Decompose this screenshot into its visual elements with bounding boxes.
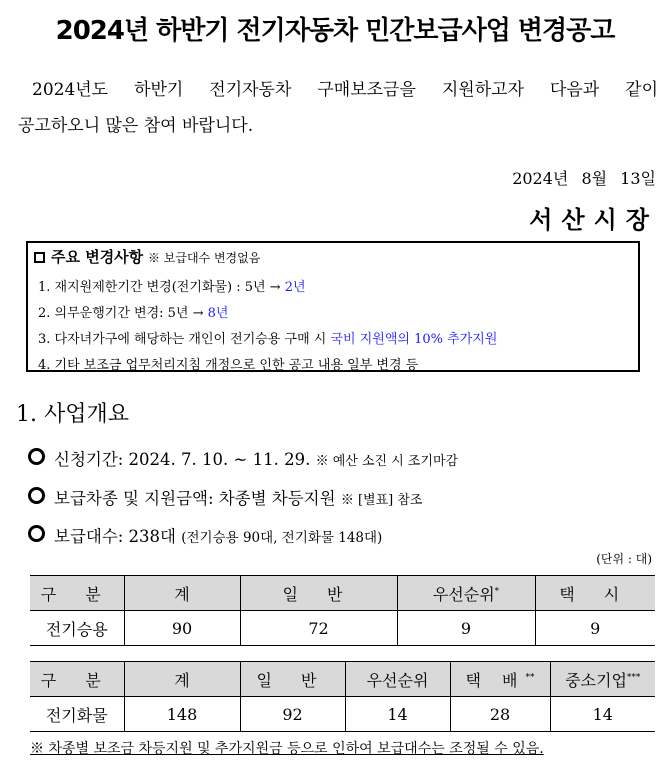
types-label: 보급차종 및 지원금액: 차종별 차등지원 bbox=[54, 489, 336, 508]
cell-taxi: 9 bbox=[535, 611, 655, 646]
circle-bullet-icon bbox=[28, 448, 45, 465]
row-label: 전기승용 bbox=[30, 611, 124, 646]
page-title: 2024년 하반기 전기자동차 민간보급사업 변경공고 bbox=[55, 16, 615, 46]
change-item-highlight: 2년 bbox=[284, 280, 306, 295]
header-delivery: 택 배** bbox=[450, 662, 550, 697]
change-item-text: 1. 재지원제한기간 변경(전기화물) : 5년 → bbox=[38, 280, 285, 295]
circle-bullet-icon bbox=[28, 487, 45, 504]
intro-line-1: 2024년도 하반기 전기자동차 구매보조금을 지원하고자 다음과 같이 bbox=[32, 80, 658, 100]
header-category: 구 분 bbox=[30, 662, 124, 697]
header-sme: 중소기업*** bbox=[550, 662, 655, 697]
bullet-count bbox=[28, 523, 382, 547]
cell-priority: 9 bbox=[397, 611, 535, 646]
issuer-mayor: 서산시장 bbox=[529, 206, 658, 234]
header-general: 일 반 bbox=[240, 662, 345, 697]
cell-delivery: 28 bbox=[450, 697, 550, 732]
changes-box bbox=[26, 241, 640, 372]
unit-label: (단위 : 대) bbox=[596, 552, 652, 566]
bullet-types bbox=[28, 485, 422, 509]
truck-table bbox=[30, 661, 655, 732]
intro-paragraph bbox=[18, 72, 658, 144]
intro-line-2: 공고하오니 많은 참여 바랍니다. bbox=[18, 116, 254, 136]
change-item-highlight: 국비 지원액의 10% 추가지원 bbox=[330, 332, 498, 347]
footnote-mark: ** bbox=[525, 672, 535, 683]
footnote-mark: * bbox=[494, 586, 500, 597]
table-header-row bbox=[30, 576, 655, 611]
footnote: ※ 차종별 보조금 차등지원 및 추가지원금 등으로 인하여 보급대수는 조정될 수 있음. bbox=[30, 741, 544, 757]
cell-total: 148 bbox=[124, 697, 240, 732]
change-item bbox=[38, 302, 228, 321]
changes-heading bbox=[34, 246, 260, 267]
passenger-table bbox=[30, 575, 655, 646]
header-priority: 우선순위* bbox=[397, 576, 535, 611]
change-item-text: 3. 다자녀가구에 해당하는 개인이 전기승용 구매 시 bbox=[38, 332, 331, 347]
change-item-text: 2. 의무운행기간 변경: 5년 → bbox=[38, 306, 208, 321]
count-label: 보급대수: 238대 bbox=[54, 527, 176, 546]
change-item bbox=[38, 354, 418, 373]
change-item-highlight: 8년 bbox=[207, 306, 229, 321]
change-item bbox=[38, 276, 306, 295]
table-header-row bbox=[30, 662, 655, 697]
change-item-text: 4. 기타 보조금 업무처리지침 개정으로 인한 공고 내용 일부 변경 등 bbox=[38, 358, 419, 373]
changes-heading-note: ※ 보급대수 변경없음 bbox=[147, 251, 261, 265]
header-taxi: 택 시 bbox=[535, 576, 655, 611]
header-total: 계 bbox=[124, 576, 240, 611]
header-category: 구 분 bbox=[30, 576, 124, 611]
header-total: 계 bbox=[124, 662, 240, 697]
change-item bbox=[38, 328, 497, 347]
cell-general: 92 bbox=[240, 697, 345, 732]
types-note: ※ [별표] 참조 bbox=[340, 493, 423, 508]
section-title: 1. 사업개요 bbox=[16, 402, 129, 427]
changes-heading-label: 주요 변경사항 bbox=[51, 248, 144, 266]
cell-priority: 14 bbox=[345, 697, 450, 732]
bullet-period bbox=[28, 446, 458, 470]
row-label: 전기화물 bbox=[30, 697, 124, 732]
footnote-mark: *** bbox=[626, 672, 641, 683]
circle-bullet-icon bbox=[28, 525, 45, 542]
header-priority: 우선순위 bbox=[345, 662, 450, 697]
count-note: (전기승용 90대, 전기화물 148대) bbox=[181, 530, 383, 546]
cell-sme: 14 bbox=[550, 697, 655, 732]
period-label: 신청기간: 2024. 7. 10. ~ 11. 29. bbox=[54, 450, 311, 469]
period-note: ※ 예산 소진 시 조기마감 bbox=[315, 454, 459, 469]
announcement-date: 2024년 8월 13일 bbox=[512, 169, 656, 188]
header-general: 일 반 bbox=[240, 576, 397, 611]
cell-general: 72 bbox=[240, 611, 397, 646]
cell-total: 90 bbox=[124, 611, 240, 646]
table-row bbox=[30, 697, 655, 732]
table-row bbox=[30, 611, 655, 646]
square-bullet-icon bbox=[34, 252, 45, 263]
